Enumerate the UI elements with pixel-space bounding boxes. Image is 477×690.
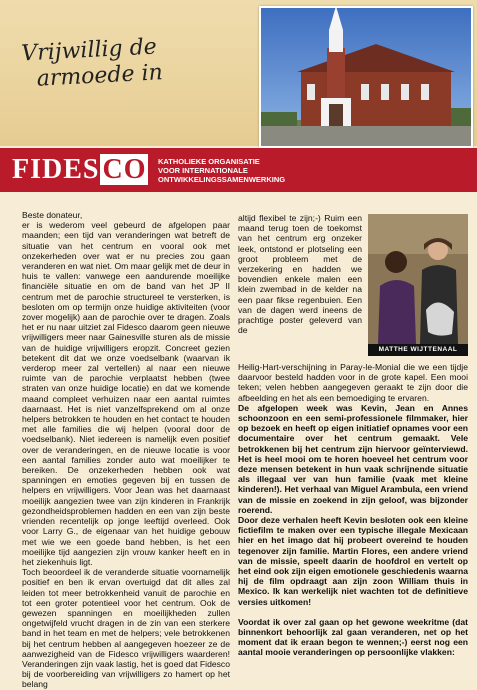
paragraph: Heilig-Hart-verschijning in Paray-le-Monial die we een tijdje daarvoor besteld hadden voor in de grote kapel. Een mooi teken; velen hebben aangegeven geraakt te zijn door die afbeelding en het als een bemoediging te ervaren. — [238, 362, 468, 403]
organisation-description: KATHOLIEKE ORGANISATIE VOOR INTERNATIONALE ONTWIKKELINGSSAMENWERKING — [158, 157, 286, 184]
paragraph: Door deze verhalen heeft Kevin besloten ook een kleine fictiefilm te maken over een typische illegale Mexicaan hier en het imago dat hij probeert overeind te houden tegenover zijn familie. Martin Flores, een andere vriend van de missie, speelt daarin de hoofdrol en vertelt op het eind ook zijn eigen emotionele geschiedenis waarna hij de film opdraagt aan zijn zoon William thuis in Mexico. Ik kan werkelijk niet wachten tot de definitieve versies uitkomen! — [238, 515, 468, 607]
photo-caption: MATTHE WIJTTENAAL — [368, 344, 468, 356]
paragraph: De afgelopen week was Kevin, Jean en Annes schoonzoon en een semi-professionele filmmaker, hier op bezoek en heeft op eigen initiatief opnames voor een documentaire over het centrum gemaakt. Vele betrokkenen bij het centrum zijn hiervoor geïnterviewd. Het is heel mooi om te horen hoeveel het centrum voor deze mensen betekent in hun vaak schrijnende situatie als illegaal ver van hun familie (vaak met kleine kinderen!). Het verhaal van Miguel Arambula, een vriend van de missie en zoekend in zijn geloof, was bijzonder roerend. — [238, 402, 468, 515]
right-column-top-text — [238, 213, 362, 335]
organisation-band — [0, 148, 477, 192]
paragraph: Toch beoordeel ik de veranderde situatie voornamelijk positief en ben ik ervan overtuigd dat dit alles zal leiden tot meer betrokkenheid vanuit de parochie en tot een groter potentieel voor het centrum. Ook de gewezen spanningen en moeilijkheden zullen ongetwijfeld vrucht dragen in de zin van een sterkere band in het team en met de helpers; vele betrokkenen bij het centrum hebben al aangegeven hoezeer ze de aanwezigheid van de Fidesco vrijwilligers waarderen! Veranderingen zijn vaak lastig, het is goed dat Fidesco bij de voorbereiding van vrijwilligers zo hamert op het belang — [22, 567, 230, 690]
two-men-image — [368, 214, 468, 344]
paragraph: er is wederom veel gebeurd de afgelopen paar maanden; een tijd van veranderingen wat betreft de situatie van het centrum en vooral ook met onzekerheden over wat er nu precies zou gaan veranderen en wat niet. Om maar gelijk met de deur in huis te vallen: vanwege een aandurende moeilijke financiële situatie en om de band van het JP II centrum met de parochie structureel te versterken, is besloten om op termijn onze huidige aktiviteiten (voor zover mogelijk) aan de parochie over te dragen. Zoals het er nu naar uitziet zal Fidesco daarom geen nieuwe vrijwilligers meer naar Gainesville sturen als de missie van de huidige vrijwilligers eropzit. Concreet gezien betekent dit dat we onze voedselbank (waarvan ik verderop meer zal vertellen) al naar een nieuwe ruimte van de parochie verplaatst hebben (twee straten van onze huidige locatie) en dat we komende maand compleet verhuizen naar een aantal ruimtes daarnaast. Het is niet vanzelfsprekend om al onze helpers betrokken te houden en het contact te houden met alle families die wij helpen (vooral door de voedselbank). Niet iedereen is namelijk even positief over de veranderingen, en de nieuwe locatie is voor een aantal families zonder auto wat moeilijker te bereiken. De onzekerheden hebben ook wat spanningen en emoties gegeven bij en tussen de helpers en vrijwilligers. Voor Jean was het daarnaast moeilijk aangezien twee van zijn kinderen in Frankrijk gezondheidsproblemen hadden en een van zijn beste vrienden recentelijk op jonge leeftijd overleed. Ook voor Larry G., de eigenaar van het huidige gebouw met wie we een goede band hebben, is het een moeilijke tijd aangezien zijn vrouw kanker heeft en in het ziekenhuis ligt. — [22, 220, 230, 567]
salutation: Beste donateur, — [22, 210, 83, 220]
fidesco-logo: FIDES CO — [12, 154, 147, 185]
church-photo — [259, 6, 473, 148]
header-banner — [0, 0, 477, 146]
page-title: Vrijwillig de armoede in — [20, 34, 164, 92]
portrait-photo — [368, 214, 468, 344]
right-column-bottom-text — [238, 362, 468, 658]
left-column-text — [22, 210, 230, 690]
church-image — [261, 8, 471, 146]
paragraph: Voordat ik over zal gaan op het gewone weekritme (dat binnenkort behoorlijk zal gaan veranderen, net op het moment dat ik eraan begon te wennen;-) eerst nog een aantal mooie veranderingen op persoonlijke vlakken: — [238, 616, 468, 658]
paragraph: altijd flexibel te zijn;-) Ruim een maand terug toen de toekomst van het centrum erg onzeker leek, ontstond er plotseling een groot probleem met de verzekering en hadden we bovendien enkele malen een klein zwembad in de kelder na een paar fikse regenbuien. Een van de dagen werd ineens de prachtige poster geleverd van de — [238, 213, 362, 336]
